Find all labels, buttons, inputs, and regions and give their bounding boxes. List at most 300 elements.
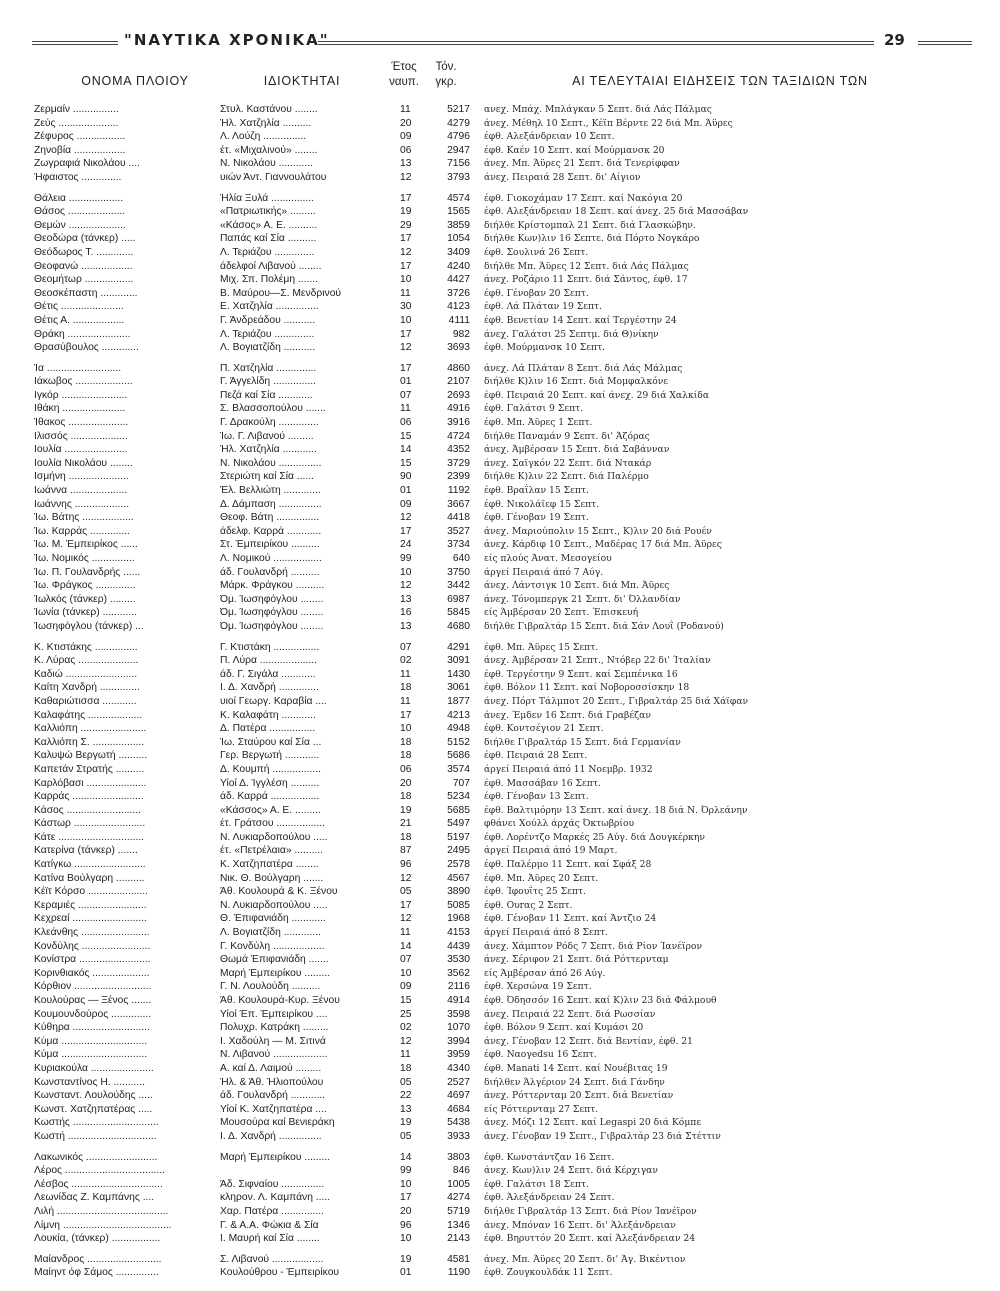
column-header-ship-name: ΟΝΟΜΑ ΠΛΟΙΟΥ [81, 74, 189, 88]
ship-name-cell: Ισμήνη ..................... [34, 471, 129, 483]
table-row [0, 402, 1000, 416]
year-built-cell: 17 [400, 233, 412, 245]
ship-name-cell: Κουλούρας — Ξένος ....... [34, 995, 152, 1006]
latest-news-cell: άνεχ. Ρόττερνταμ 20 Σεπτ. διά Βενετίαν [484, 1090, 674, 1102]
owner-cell: Ν. Νικολάου ............... [220, 457, 322, 469]
tonnage-cell: 4340 [447, 1062, 470, 1074]
tonnage-cell: 3859 [447, 219, 470, 231]
ship-name-cell: Θεόδωρος Τ. ............. [34, 246, 134, 258]
column-header-year-line1: Έτος [391, 61, 417, 73]
ship-name-cell: Μαίηντ όφ Σάμος ............... [34, 1267, 159, 1279]
year-built-cell: 87 [400, 845, 412, 857]
table-row [0, 362, 1000, 376]
latest-news-cell: έφθ. Λορέντζο Μαρκές 25 Αύγ. διά Δουγκέρκην [484, 831, 705, 843]
ship-name-cell: Κάσος .......................... [34, 804, 141, 816]
year-built-cell: 11 [400, 1049, 411, 1061]
latest-news-cell: έφθ. Μασσάβαν 16 Σεπτ. [484, 777, 601, 789]
tonnage-cell: 6987 [447, 593, 470, 605]
owner-cell: Κ. Χατζηπατέρα ........ [220, 859, 319, 871]
tonnage-cell: 3530 [447, 954, 470, 966]
latest-news-cell: άνεχ. Πειραιά 22 Σεπτ. διά Ρωσσίαν [484, 1008, 656, 1020]
owner-cell: Όμ. Ίωσηφόγλου ........ [220, 607, 324, 619]
owner-cell: Μουσούρα καί Βενιεράκη [220, 1117, 335, 1129]
owner-cell: Σ. Βλασσοπούλου ....... [220, 403, 326, 415]
latest-news-cell: διήλθε Κ)λιν 22 Σεπτ. διά Παλέρμο [484, 471, 649, 483]
latest-news-cell: άνεχ. Μέθηλ 10 Σεπτ., Κέϊπ Βέρντε 22 διά Μπ. Άϋρες [484, 117, 733, 129]
tonnage-cell: 3750 [447, 566, 470, 578]
owner-cell: Ι. Δ. Χανδρή .............. [220, 682, 319, 694]
tonnage-cell: 2578 [447, 859, 470, 871]
tonnage-cell: 3527 [447, 525, 470, 537]
tonnage-cell: 3409 [447, 246, 470, 258]
owner-cell: Μαρή Έμπειρίκου ......... [220, 1151, 331, 1163]
ship-name-cell: Θεμών .................... [34, 219, 126, 231]
latest-news-cell: φθάνει Χούλλ άρχάς Όκτωβρίου [484, 818, 635, 830]
table-row [0, 654, 1000, 668]
ship-name-cell: Καθαριώτισσα ............ [34, 695, 137, 707]
tonnage-cell: 3729 [447, 457, 470, 469]
tonnage-cell: 5719 [447, 1205, 470, 1217]
owner-cell: Παπάς καί Σία .......... [220, 233, 317, 245]
ship-name-cell: Κατίνα Βούλγαρη .......... [34, 872, 145, 884]
owner-cell: Άδ. Σιφναίου ............... [220, 1178, 325, 1190]
owner-cell: Ι. Μαυρή καί Σία ........ [220, 1233, 320, 1245]
owner-cell: Στεριώτη καί Σία ...... [220, 471, 314, 483]
table-row [0, 1062, 1000, 1076]
ship-name-cell: Καλλιόπη ....................... [34, 723, 147, 735]
ship-name-cell: Καλαφάτης ................... [34, 709, 143, 721]
latest-news-cell: έφθ. Γιοκοχάμαν 17 Σεπτ. καί Νακόγια 20 [484, 192, 683, 204]
year-built-cell: 10 [400, 274, 412, 286]
ship-name-cell: Καπετάν Στρατής .......... [34, 763, 145, 775]
tonnage-cell: 4567 [447, 872, 470, 884]
latest-news-cell: άνεχ. Τόνομπεργκ 21 Σεπτ. δι' Όλλανδίαν [484, 593, 681, 605]
ship-name-cell: Καδιώ ......................... [34, 668, 138, 680]
year-built-cell: 11 [400, 695, 411, 707]
year-built-cell: 99 [400, 1165, 412, 1177]
table-row [0, 1116, 1000, 1130]
table-row [0, 1205, 1000, 1219]
ship-name-cell: Ίω. Βάτης .................. [34, 512, 134, 524]
owner-cell: Λ. Νομικού ................. [220, 553, 322, 564]
table-row [0, 620, 1000, 634]
publication-title: "ΝΑΥΤΙΚΑ ΧΡΟΝΙΚΑ" [124, 31, 330, 49]
table-row [0, 300, 1000, 314]
year-built-cell: 29 [400, 219, 412, 231]
latest-news-cell: έφθ. Βηρυττόν 20 Σεπτ. καί Άλεξάνδρειαν 24 [484, 1233, 696, 1245]
latest-news-cell: διήλθε Κρίστομπαλ 21 Σεπτ. διά Γλασκώβην. [484, 219, 696, 231]
year-built-cell: 06 [400, 144, 412, 156]
ship-name-cell: Θρασύβουλος ............. [34, 342, 139, 354]
year-built-cell: 14 [400, 1151, 412, 1163]
year-built-cell: 01 [400, 1267, 412, 1279]
year-built-cell: 18 [400, 682, 412, 694]
year-built-cell: 18 [400, 831, 412, 843]
latest-news-cell: έφθ. Ίφουΐτς 25 Σεπτ. [484, 886, 586, 898]
table-row [0, 980, 1000, 994]
table-row [0, 314, 1000, 328]
tonnage-cell: 1968 [447, 913, 470, 925]
latest-news-cell: άνεχ. Άμβέρσαν 15 Σεπτ. διά Σαβάνναν [484, 444, 670, 456]
tonnage-cell: 2693 [447, 389, 470, 401]
owner-cell: Ήλ. Χατζηλία ............ [220, 444, 317, 456]
owner-cell: έτ. «Πετρέλαια» .......... [220, 845, 324, 857]
table-row [0, 1232, 1000, 1246]
ship-name-cell: Καλυψώ Βεργωτή .......... [34, 750, 148, 762]
owner-cell: Σ. Λιβανού .................. [220, 1253, 324, 1265]
ship-name-cell: Κεχρεαί .......................... [34, 913, 147, 925]
ship-name-cell: Θάσος .................... [34, 206, 126, 218]
year-built-cell: 06 [400, 763, 412, 775]
latest-news-cell: έφθ. Τεργέστην 9 Σεπτ. καί Σεμπένικα 16 [484, 668, 678, 680]
owner-cell: Μιχ. Σπ. Πολέμη ....... [220, 274, 318, 286]
tonnage-cell: 3598 [447, 1008, 470, 1020]
table-row [0, 681, 1000, 695]
year-built-cell: 20 [400, 777, 412, 789]
owner-cell: Δ. Κουμπή ................. [220, 763, 321, 775]
ship-name-cell: Καλλιόπη Σ. .................. [34, 736, 145, 748]
table-row [0, 858, 1000, 872]
year-built-cell: 18 [400, 750, 412, 762]
owner-cell: υιών Άντ. Γιαννουλάτου [220, 171, 327, 183]
year-built-cell: 05 [400, 1076, 412, 1088]
year-built-cell: 12 [400, 171, 412, 183]
year-built-cell: 16 [400, 607, 412, 619]
tonnage-cell: 4279 [447, 117, 470, 129]
owner-cell: Γ. Κτιστάκη ................ [220, 641, 320, 653]
ship-name-cell: Κορινθιακός .................... [34, 967, 150, 979]
table-row [0, 790, 1000, 804]
owner-cell: Λ. Τεριάζου .............. [220, 246, 315, 258]
year-built-cell: 07 [400, 641, 412, 653]
tonnage-cell: 1565 [447, 206, 470, 218]
year-built-cell: 17 [400, 1192, 412, 1204]
table-row [0, 389, 1000, 403]
table-row [0, 117, 1000, 131]
year-built-cell: 13 [400, 158, 412, 170]
ship-name-cell: Ιθάκη ...................... [34, 403, 126, 415]
page-number: 29 [884, 31, 905, 49]
ship-name-cell: Ζερμαίν ................ [34, 104, 119, 115]
ship-name-cell: Καρλόβασι ..................... [34, 777, 147, 789]
owner-cell: Ν. Λιβανού ................... [220, 1049, 328, 1061]
tonnage-cell: 2116 [447, 981, 470, 993]
owner-cell: Πεζά καί Σία ............ [220, 389, 313, 401]
tonnage-cell: 3916 [447, 417, 470, 429]
owner-cell: άδελφ. Καρρά ............ [220, 525, 322, 537]
table-row [0, 144, 1000, 158]
year-built-cell: 02 [400, 1022, 412, 1034]
ship-name-cell: Κ. Λύρας ..................... [34, 655, 139, 667]
table-row [0, 525, 1000, 539]
owner-cell: Στ. Έμπειρίκου .......... [220, 539, 320, 551]
tonnage-cell: 4240 [447, 260, 470, 272]
year-built-cell: 09 [400, 981, 412, 993]
owner-cell: Θ. Έπιφανιάδη ............ [220, 913, 326, 925]
year-built-cell: 10 [400, 967, 412, 979]
latest-news-cell: έφθ. Βραΐλαν 15 Σεπτ. [484, 485, 589, 497]
owner-cell: Ν. Νικολάου ............ [220, 158, 313, 170]
ship-name-cell: Κατίγκω ......................... [34, 859, 146, 871]
year-built-cell: 14 [400, 940, 412, 952]
table-row [0, 872, 1000, 886]
table-row [0, 416, 1000, 430]
table-row [0, 246, 1000, 260]
ship-name-cell: Κύμα .............................. [34, 1049, 148, 1061]
tonnage-cell: 7156 [447, 158, 470, 170]
owner-cell: Ι. Χαδούλη — Μ. Σιτινά [220, 1035, 326, 1047]
owner-cell: Λ. Λούζη ............... [220, 131, 307, 143]
ship-name-cell: Καρράς ......................... [34, 791, 144, 803]
ship-name-cell: Ίω. Φράγκος .............. [34, 580, 136, 592]
latest-news-cell: διήλθε Κων)λιν 16 Σεπτε. διά Πόρτο Νογκάρο [484, 233, 700, 245]
ship-name-cell: Ίω. Π. Γουλανδρής ...... [34, 566, 141, 578]
ship-name-cell: Κάστωρ ......................... [34, 818, 146, 830]
ship-name-cell: Κουμουνδούρος .............. [34, 1008, 152, 1020]
table-row [0, 1008, 1000, 1022]
year-built-cell: 30 [400, 301, 412, 313]
table-row [0, 1035, 1000, 1049]
tonnage-cell: 3803 [447, 1151, 470, 1163]
tonnage-cell: 4418 [447, 512, 470, 524]
owner-cell: Ι. Δ. Χανδρή ............... [220, 1130, 322, 1142]
owner-cell: Γ. Άνδρεάδου ........... [220, 314, 316, 326]
owner-cell: Θεοφ. Βάτη ............... [220, 512, 320, 524]
owner-cell: Έλ. Βελλιώτη ............. [220, 485, 321, 497]
year-built-cell: 02 [400, 655, 412, 667]
ship-name-cell: Λιλή ....................................... [34, 1205, 169, 1217]
ship-name-cell: Λακωνικός ......................... [34, 1151, 158, 1163]
ship-name-cell: Κύμα .............................. [34, 1035, 148, 1047]
tonnage-cell: 4914 [447, 995, 470, 1006]
ship-name-cell: Κεραμιές ........................ [34, 899, 147, 911]
year-built-cell: 22 [400, 1090, 412, 1102]
year-built-cell: 10 [400, 566, 412, 578]
year-built-cell: 17 [400, 709, 412, 721]
latest-news-cell: έφθ. Γαλάτσι 18 Σεπτ. [484, 1178, 589, 1190]
owner-cell: έτ. «Μιχαλινού» ........ [220, 144, 318, 156]
year-built-cell: 19 [400, 1253, 412, 1265]
table-row [0, 1089, 1000, 1103]
tonnage-cell: 4439 [447, 940, 470, 952]
year-built-cell: 07 [400, 389, 412, 401]
tonnage-cell: 3959 [447, 1049, 470, 1061]
tonnage-cell: 4680 [447, 620, 470, 632]
year-built-cell: 12 [400, 512, 412, 524]
ship-name-cell: Κωνσταντίνος Η. ........... [34, 1076, 145, 1088]
ship-name-cell: Κωστή ............................... [34, 1130, 157, 1142]
header-rule-right [918, 41, 972, 45]
ship-name-cell: Κόρθιον ........................... [34, 981, 152, 993]
tonnage-cell: 1070 [447, 1022, 470, 1034]
latest-news-cell: ανεχ. Μπάχ. Μπλάγκαν 5 Σεπτ. διά Λάς Πάλμας [484, 104, 712, 115]
latest-news-cell: άργεί Πειραιά άπό 11 Νοεμβρ. 1932 [484, 763, 653, 775]
owner-cell: Ίω. Σταύρου καί Σία ... [220, 736, 322, 748]
table-row [0, 1048, 1000, 1062]
year-built-cell: 19 [400, 206, 412, 218]
table-row [0, 844, 1000, 858]
table-row [0, 1103, 1000, 1117]
year-built-cell: 11 [400, 403, 411, 415]
ship-name-cell: Ίωσηφόγλου (τάνκερ) ... [34, 620, 144, 632]
table-row [0, 722, 1000, 736]
year-built-cell: 05 [400, 1130, 412, 1142]
year-built-cell: 07 [400, 954, 412, 966]
latest-news-cell: έφθ. Νικολάϊεφ 15 Σεπτ. [484, 498, 600, 510]
table-row [0, 470, 1000, 484]
tonnage-cell: 3793 [447, 171, 470, 183]
latest-news-cell: έφθ. Ουrας 2 Σεπτ. [484, 899, 573, 911]
year-built-cell: 15 [400, 457, 412, 469]
year-built-cell: 10 [400, 723, 412, 735]
tonnage-cell: 3890 [447, 886, 470, 898]
tonnage-cell: 2143 [447, 1233, 470, 1245]
owner-cell: άδελφοί Λιβανού ........ [220, 260, 322, 272]
table-row [0, 926, 1000, 940]
ship-name-cell: Κέϊτ Κόρσο ..................... [34, 886, 149, 898]
latest-news-cell: έφθ. Βαλτιμόρην 13 Σεπτ. καί άνεχ. 18 διά Ν. Όρλεάνην [484, 804, 748, 816]
tonnage-cell: 4796 [447, 131, 470, 143]
column-header-latest-news: ΑΙ ΤΕΛΕΥΤΑΙΑΙ ΕΙΔΗΣΕΙΣ ΤΩΝ ΤΑΞΙΔΙΩΝ ΤΩΝ [572, 74, 868, 88]
tonnage-cell: 3734 [447, 539, 470, 551]
ship-name-cell: Ίω. Καρράς .............. [34, 525, 130, 537]
latest-news-cell: διήλθεν Άλγέριον 24 Σεπτ. διά Γάνδην [484, 1076, 665, 1088]
year-built-cell: 21 [400, 818, 412, 830]
table-row [0, 484, 1000, 498]
year-built-cell: 13 [400, 1103, 412, 1115]
table-row [0, 219, 1000, 233]
table-row [0, 1130, 1000, 1144]
column-headers [0, 58, 1000, 98]
ship-name-cell: Λεωνίδας Ζ. Καμπάνης .... [34, 1192, 155, 1204]
tonnage-cell: 4213 [447, 709, 470, 721]
owner-cell: Γερ. Βεργωτή ............ [220, 750, 320, 762]
year-built-cell: 12 [400, 1035, 412, 1047]
latest-news-cell: άνεχ. Άμβέρσαν 21 Σεπτ., Ντόβερ 22 δι' Ίταλίαν [484, 655, 711, 667]
owner-cell: Ήλ. & Άθ. Ήλιοπούλου [220, 1076, 324, 1088]
tonnage-cell: 4697 [447, 1090, 470, 1102]
ship-name-cell: Ιάκωβος .................... [34, 376, 133, 388]
owner-cell: Θωμά Έπιφανιάδη ....... [220, 954, 329, 966]
latest-news-cell: άνεχ. Μπόναν 16 Σεπτ. δι' Άλεξάνδρειαν [484, 1219, 676, 1231]
latest-news-cell: άργεί Πειραιά άπό 8 Σεπτ. [484, 927, 608, 939]
table-row [0, 457, 1000, 471]
owner-cell: Όμ. Ίωσηφόγλου ........ [220, 593, 324, 605]
tonnage-cell: 4724 [447, 430, 470, 442]
owner-cell: Π. Λύρα .................... [220, 655, 317, 667]
tonnage-cell: 4111 [448, 314, 470, 326]
latest-news-cell: έφθ. Manati 14 Σεπτ. καί Νουέβιτας 19 [484, 1062, 668, 1074]
owner-cell: Ίω. Γ. Λιβανού ......... [220, 430, 314, 442]
owner-cell: Μάρκ. Φράγκου .......... [220, 580, 325, 592]
table-row [0, 885, 1000, 899]
year-built-cell: 90 [400, 471, 412, 483]
ship-name-cell: Κυριακούλα ...................... [34, 1062, 154, 1074]
table-row [0, 1076, 1000, 1090]
table-row [0, 1253, 1000, 1267]
tonnage-cell: 2947 [447, 144, 470, 156]
tonnage-cell: 3091 [447, 655, 470, 667]
latest-news-cell: έφθ. Μπ. Άϋρες 1 Σεπτ. [484, 417, 593, 429]
latest-news-cell: έφθ. Αλεξάνδρειαν 10 Σεπτ. [484, 131, 615, 143]
ship-name-cell: Ία .......................... [34, 362, 122, 374]
year-built-cell: 11 [400, 287, 411, 299]
table-row [0, 1266, 1000, 1280]
tonnage-cell: 5845 [447, 607, 470, 619]
owner-cell: Γ. Δρακούλη .............. [220, 417, 319, 429]
ship-name-cell: Ήφαιστος .............. [34, 171, 122, 183]
table-row [0, 430, 1000, 444]
ship-name-cell: Ζεύς ..................... [34, 117, 119, 129]
year-built-cell: 13 [400, 593, 412, 605]
year-built-cell: 12 [400, 872, 412, 884]
year-built-cell: 17 [400, 525, 412, 537]
latest-news-cell: διήλθε Γιβραλτάρ 13 Σεπτ. διά Ρίον Ίανέϊρον [484, 1205, 697, 1217]
table-row [0, 205, 1000, 219]
year-built-cell: 20 [400, 117, 412, 129]
year-built-cell: 18 [400, 736, 412, 748]
owner-cell: Γ. Άγγελίδη ............... [220, 376, 316, 388]
year-built-cell: 96 [400, 1219, 412, 1231]
table-row [0, 668, 1000, 682]
year-built-cell: 05 [400, 886, 412, 898]
ship-name-cell: Κάτε .............................. [34, 831, 145, 843]
table-row [0, 498, 1000, 512]
ship-name-cell: Κατερίνα (τάνκερ) ....... [34, 845, 138, 857]
ship-name-cell: Ίω. Νομικός ............... [34, 553, 135, 564]
year-built-cell: 17 [400, 192, 412, 204]
latest-news-cell: άργεί Πειραιά άπό 7 Αύγ. [484, 566, 604, 578]
latest-news-cell: είς Ρόττερνταμ 27 Σεπτ. [484, 1103, 599, 1115]
table-row [0, 287, 1000, 301]
year-built-cell: 09 [400, 498, 412, 510]
latest-news-cell: διήλθε Μπ. Άϋρες 12 Σεπτ. διά Λάς Πάλμας [484, 260, 689, 272]
year-built-cell: 06 [400, 417, 412, 429]
table-row [0, 232, 1000, 246]
table-row [0, 804, 1000, 818]
latest-news-cell: έφθ. Καέν 10 Σεπτ. καί Μούρμανσκ 20 [484, 144, 665, 156]
year-built-cell: 19 [400, 1117, 412, 1129]
ship-name-cell: Θέτις Α. .................. [34, 314, 125, 326]
table-row [0, 566, 1000, 580]
table-row [0, 912, 1000, 926]
tonnage-cell: 4948 [447, 723, 470, 735]
year-built-cell: 01 [400, 376, 412, 388]
header-rule-left [32, 41, 118, 45]
column-header-year-line2: ναυπ. [389, 76, 419, 88]
owner-cell: Γ. & Α.Α. Φώκια & Σία [220, 1219, 319, 1231]
table-row [0, 130, 1000, 144]
tonnage-cell: 3933 [447, 1130, 470, 1142]
tonnage-cell: 3442 [447, 580, 470, 592]
table-row [0, 552, 1000, 566]
latest-news-cell: άνεχ. Μπ. Άϋρες 21 Σεπτ. διά Τενερίφφαν [484, 158, 680, 170]
latest-news-cell: έφθ. Μούρμανσκ 10 Σεπτ. [484, 342, 606, 354]
latest-news-cell: έφθ. Λά Πλάταν 19 Σεπτ. [484, 301, 603, 313]
owner-cell: Στυλ. Καστάνου ........ [220, 104, 318, 115]
latest-news-cell: έφθ. Χερσώνα 19 Σεπτ. [484, 981, 592, 993]
tonnage-cell: 1430 [447, 668, 470, 680]
year-built-cell: 19 [400, 804, 412, 816]
latest-news-cell: άνεχ. Λά Πλάταν 8 Σεπτ. διά Λάς Μάλμας [484, 362, 683, 374]
column-header-tons [422, 60, 470, 90]
latest-news-cell: διήλθε Γιβραλτάρ 15 Σεπτ. διά Σάν Λουΐ (Ροδανού) [484, 620, 724, 632]
ship-name-cell: Ζέφυρος ................. [34, 131, 126, 143]
year-built-cell: 24 [400, 539, 412, 551]
owner-cell: Μαρή Έμπειρίκου ......... [220, 967, 331, 979]
owner-cell: Νικ. Θ. Βούλγαρη ....... [220, 872, 324, 884]
latest-news-cell: έφθ. Μπ. Άϋρες 15 Σεπτ. [484, 641, 599, 653]
